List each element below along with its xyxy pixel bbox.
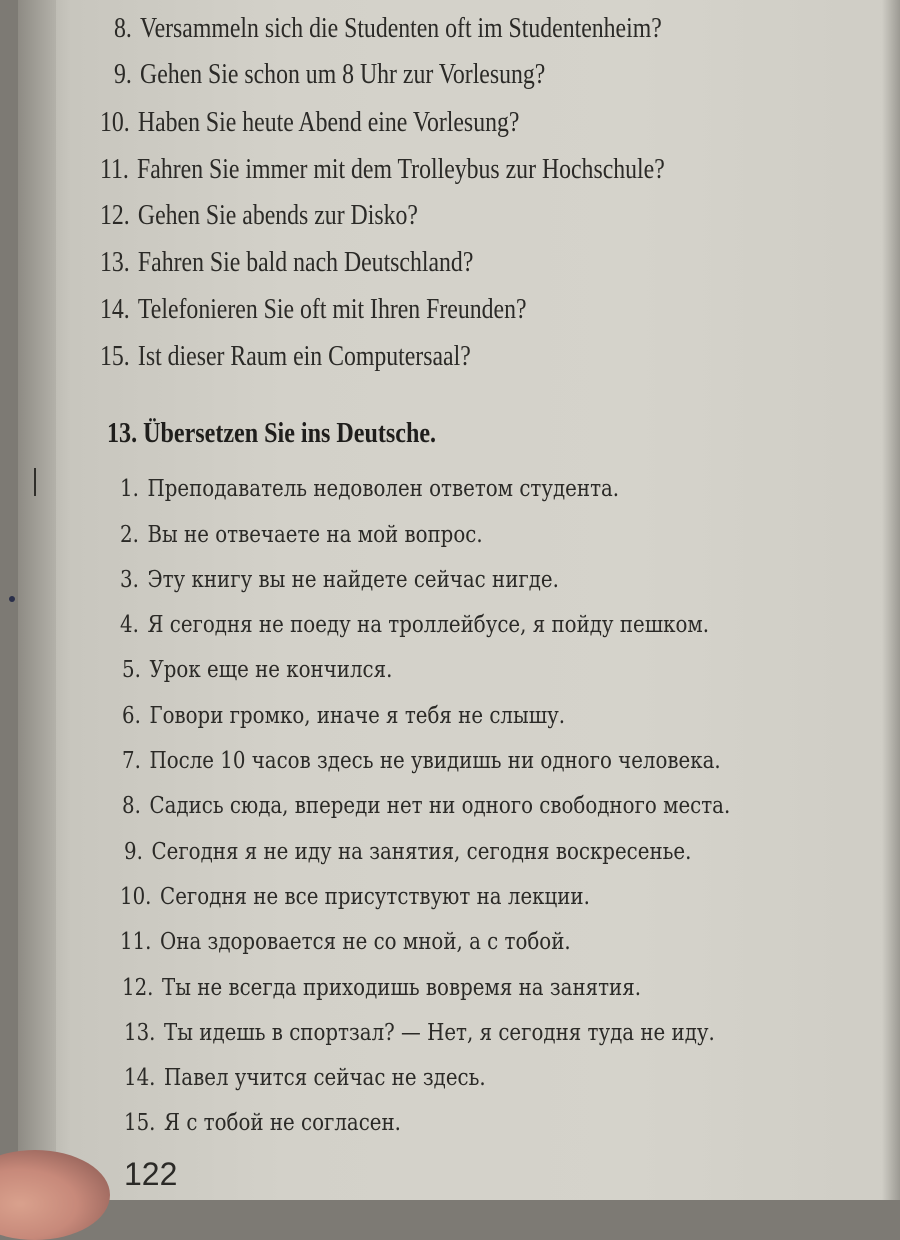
exercise-item bbox=[124, 1110, 401, 1136]
question-number: 9. bbox=[114, 58, 132, 90]
question-number: 11. bbox=[100, 153, 129, 185]
item-text: Эту книгу вы не найдете сейчас нигде. bbox=[147, 567, 559, 593]
question-text: Gehen Sie abends zur Disko? bbox=[137, 199, 418, 231]
exercise-item bbox=[124, 1065, 486, 1091]
item-number: 8. bbox=[122, 793, 141, 819]
item-text: Сегодня не все присутствуют на лекции. bbox=[160, 884, 590, 910]
question-number: 13. bbox=[100, 246, 130, 278]
exercise-item bbox=[122, 975, 641, 1001]
exercise-item bbox=[122, 793, 730, 819]
item-text: Она здоровается не со мной, а с тобой. bbox=[160, 929, 571, 955]
item-text: Говори громко, иначе я тебя не слышу. bbox=[149, 703, 566, 729]
exercise-item bbox=[120, 567, 559, 593]
item-text: Сегодня я не иду на занятия, сегодня воскресенье. bbox=[151, 839, 692, 865]
item-text: Ты идешь в спортзал? — Нет, я сегодня туда не иду. bbox=[164, 1020, 715, 1046]
page-number: 122 bbox=[124, 1156, 178, 1192]
question-text: Versammeln sich die Studenten oft im Studentenheim? bbox=[140, 12, 662, 44]
question-number: 14. bbox=[100, 293, 130, 325]
ink-dot bbox=[9, 596, 15, 602]
book-spine-shadow bbox=[18, 0, 56, 1200]
item-number: 3. bbox=[120, 567, 139, 593]
item-text: Я сегодня не поеду на троллейбусе, я пойду пешком. bbox=[147, 612, 710, 638]
question-line bbox=[100, 340, 471, 373]
item-number: 11. bbox=[120, 929, 152, 955]
exercise-item bbox=[122, 657, 392, 683]
question-line bbox=[100, 246, 473, 279]
item-text: Преподаватель недоволен ответом студента. bbox=[147, 476, 620, 502]
item-number: 10. bbox=[120, 884, 152, 910]
question-line bbox=[100, 106, 519, 139]
exercise-item bbox=[120, 612, 709, 638]
item-number: 13. bbox=[124, 1020, 156, 1046]
item-text: Павел учится сейчас не здесь. bbox=[164, 1065, 486, 1091]
item-number: 12. bbox=[122, 975, 154, 1001]
question-number: 12. bbox=[100, 199, 130, 231]
item-number: 4. bbox=[120, 612, 139, 638]
question-number: 10. bbox=[100, 106, 130, 138]
question-number: 15. bbox=[100, 340, 130, 372]
question-line bbox=[114, 12, 662, 45]
item-number: 9. bbox=[124, 839, 143, 865]
question-text: Haben Sie heute Abend eine Vorlesung? bbox=[137, 106, 520, 138]
page-edge-shadow bbox=[882, 0, 900, 1200]
item-number: 2. bbox=[120, 522, 139, 548]
question-line bbox=[114, 58, 545, 91]
item-text: Ты не всегда приходишь вовремя на занятия. bbox=[162, 975, 642, 1001]
exercise-item bbox=[120, 476, 619, 502]
exercise-item bbox=[120, 884, 590, 910]
question-text: Telefonieren Sie oft mit Ihren Freunden? bbox=[137, 293, 527, 325]
question-number: 8. bbox=[114, 12, 132, 44]
item-text: Я с тобой не согласен. bbox=[164, 1110, 401, 1136]
question-text: Gehen Sie schon um 8 Uhr zur Vorlesung? bbox=[140, 58, 546, 90]
question-text: Fahren Sie bald nach Deutschland? bbox=[137, 246, 474, 278]
question-text: Ist dieser Raum ein Computersaal? bbox=[137, 340, 471, 372]
exercise-heading: 13. Übersetzen Sie ins Deutsche. bbox=[107, 418, 437, 449]
item-text: Урок еще не кончился. bbox=[149, 657, 393, 683]
question-line bbox=[100, 153, 665, 186]
item-number: 15. bbox=[124, 1110, 156, 1136]
item-number: 14. bbox=[124, 1065, 156, 1091]
exercise-item bbox=[122, 703, 565, 729]
exercise-item bbox=[120, 929, 571, 955]
exercise-item bbox=[124, 1020, 715, 1046]
exercise-item bbox=[124, 839, 691, 865]
item-text: Садись сюда, впереди нет ни одного свободного места. bbox=[149, 793, 731, 819]
item-number: 7. bbox=[122, 748, 141, 774]
item-text: После 10 часов здесь не увидишь ни одного человека. bbox=[149, 748, 721, 774]
item-number: 6. bbox=[122, 703, 141, 729]
exercise-item bbox=[122, 748, 721, 774]
item-number: 5. bbox=[122, 657, 141, 683]
margin-pencil-mark bbox=[34, 468, 36, 496]
question-line bbox=[100, 293, 527, 326]
question-line bbox=[100, 199, 418, 232]
exercise-item bbox=[120, 522, 483, 548]
item-text: Вы не отвечаете на мой вопрос. bbox=[147, 522, 483, 548]
question-text: Fahren Sie immer mit dem Trolleybus zur Hochschule? bbox=[137, 153, 665, 185]
item-number: 1. bbox=[120, 476, 139, 502]
